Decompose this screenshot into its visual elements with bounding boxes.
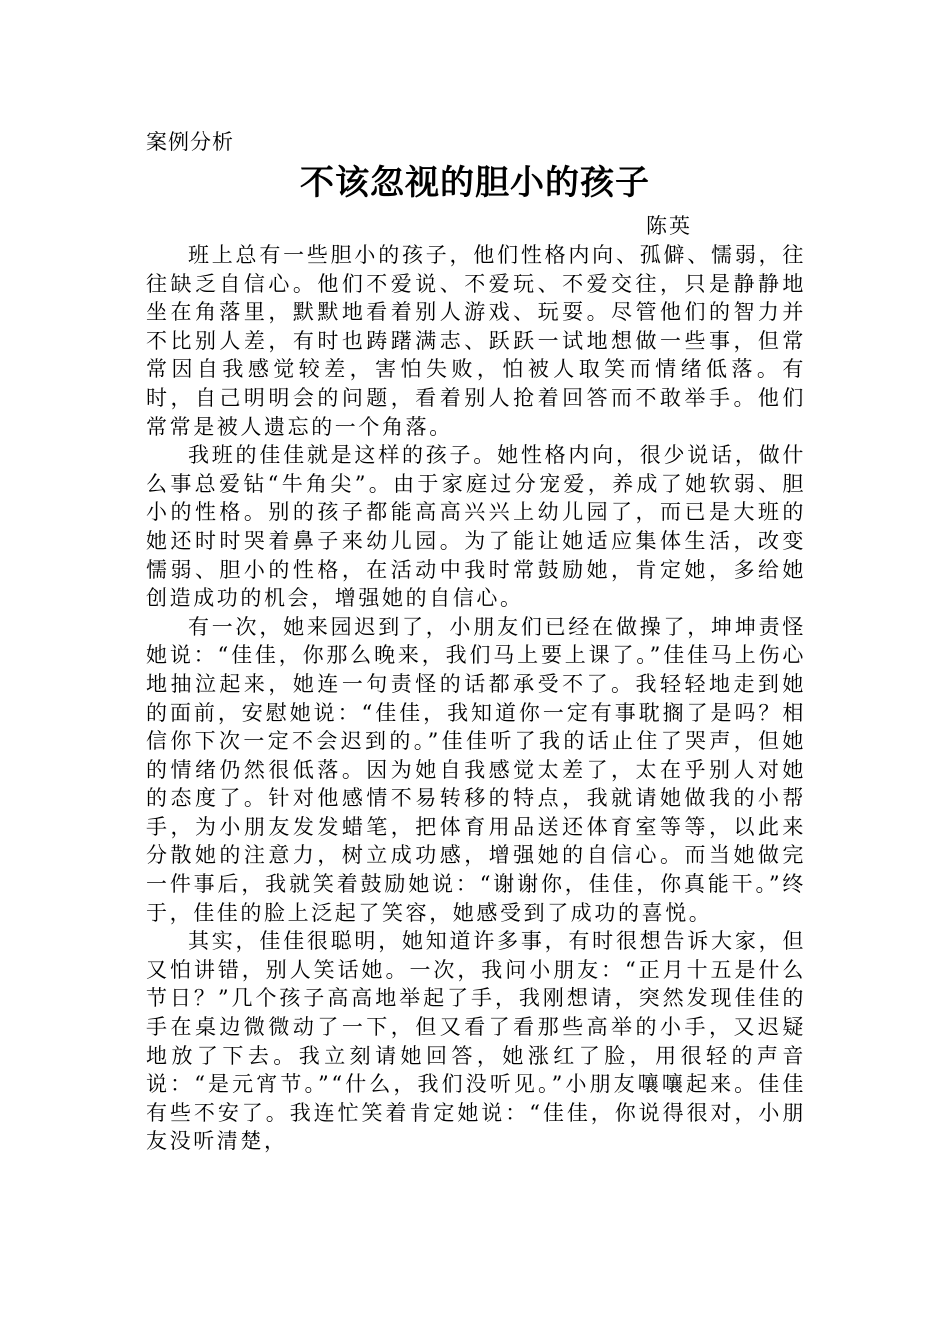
document-body — [146, 241, 806, 1156]
body-paragraph: 其实，佳佳很聪明，她知道许多事，有时很想告诉大家，但又怕讲错，别人笑话她。一次，我问小朋友：“正月十五是什么节日？”几个孩子高高地举起了手，我刚想请，突然发现佳佳的手在桌边微微动了一下，但又看了看那些高举的小手，又迟疑地放了下去。我立刻请她回答，她涨红了脸，用很轻的声音说：“是元宵节。”“什么，我们没听见。”小朋友嚷嚷起来。佳佳有些不安了。我连忙笑着肯定她说：“佳佳，你说得很对，小朋友没听清楚， — [146, 929, 806, 1154]
body-paragraph: 班上总有一些胆小的孩子，他们性格内向、孤僻、懦弱，往往缺乏自信心。他们不爱说、不爱玩、不爱交往，只是静静地坐在角落里，默默地看着别人游戏、玩耍。尽管他们的智力并不比别人差，有时也踌躇满志、跃跃一试地想做一些事，但常常因自我感觉较差，害怕失败，怕被人取笑而情绪低落。有时，自己明明会的问题，看着别人抢着回答而不敢举手。他们常常是被人遗忘的一个角落。 — [146, 243, 806, 439]
document-author: 陈英 — [646, 214, 692, 238]
body-paragraph: 有一次，她来园迟到了，小朋友们已经在做操了，坤坤责怪她说：“佳佳，你那么晚来，我们马上要上课了。”佳佳马上伤心地抽泣起来，她连一句责怪的话都承受不了。我轻轻地走到她的面前，安慰她说：“佳佳，我知道你一定有事耽搁了是吗？相信你下次一定不会迟到的。”佳佳听了我的话止住了哭声，但她的情绪仍然很低落。因为她自我感觉太差了，太在乎别人对她的态度了。针对他感情不易转移的特点，我就请她做我的小帮手，为小朋友发发蜡笔，把体育用品送还体育室等等，以此来分散她的注意力，树立成功感，增强她的自信心。而当她做完一件事后，我就笑着鼓励她说：“谢谢你，佳佳，你真能干。”终于，佳佳的脸上泛起了笑容，她感受到了成功的喜悦。 — [146, 614, 806, 925]
body-paragraph: 我班的佳佳就是这样的孩子。她性格内向，很少说话，做什么事总爱钻“牛角尖”。由于家庭过分宠爱，养成了她软弱、胆小的性格。别的孩子都能高高兴兴上幼儿园了，而已是大班的她还时时哭着鼻子来幼儿园。为了能让她适应集体生活，改变懦弱、胆小的性格，在活动中我时常鼓励她，肯定她，多给她创造成功的机会，增强她的自信心。 — [146, 443, 806, 611]
document-title: 不该忽视的胆小的孩子 — [300, 163, 650, 203]
document-category-label: 案例分析 — [146, 130, 234, 154]
